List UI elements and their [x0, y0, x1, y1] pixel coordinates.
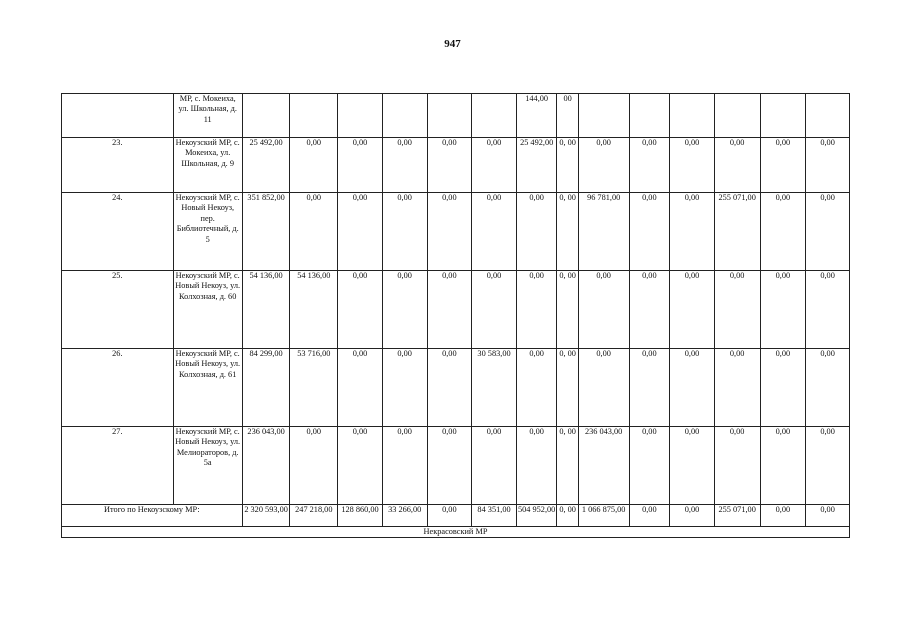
amount-cell	[629, 94, 670, 138]
amount-cell: 0,00	[338, 349, 383, 427]
amount-cell: 0,00	[382, 349, 427, 427]
total-amount-cell: 255 071,00	[714, 505, 760, 527]
amount-cell: 0,00	[806, 271, 850, 349]
amount-cell: 144,00	[516, 94, 557, 138]
amount-cell: 0,00	[382, 138, 427, 193]
amount-cell: 0,00	[338, 271, 383, 349]
total-amount-cell: 0,00	[806, 505, 850, 527]
table-row	[62, 193, 850, 271]
amount-cell: 0,00	[578, 271, 629, 349]
section-row	[62, 527, 850, 538]
amount-cell: 0,00	[670, 193, 715, 271]
total-amount-cell: 33 266,00	[382, 505, 427, 527]
amount-cell: 0,00	[760, 193, 806, 271]
amount-cell: 0,00	[382, 427, 427, 505]
amount-cell: 0,00	[670, 271, 715, 349]
total-amount-cell: 247 218,00	[290, 505, 338, 527]
amount-cell: 0, 00	[557, 193, 578, 271]
amount-cell: 0,00	[516, 271, 557, 349]
amount-cell: 0, 00	[557, 138, 578, 193]
amount-cell: 0,00	[290, 138, 338, 193]
amount-cell: 0,00	[629, 271, 670, 349]
amount-cell: 0,00	[629, 193, 670, 271]
row-number: 25.	[62, 271, 174, 349]
amount-cell: 00	[557, 94, 578, 138]
amount-cell: 0,00	[714, 271, 760, 349]
amount-cell: 236 043,00	[242, 427, 290, 505]
amount-cell: 25 492,00	[516, 138, 557, 193]
total-row	[62, 505, 850, 527]
amount-cell: 0,00	[714, 349, 760, 427]
row-number: 23.	[62, 138, 174, 193]
amount-cell: 0,00	[290, 193, 338, 271]
address-cell: Некоузский МР, с. Новый Некоуз, ул. Колхозная, д. 61	[173, 349, 242, 427]
total-amount-cell: 504 952,00	[516, 505, 557, 527]
amount-cell: 0,00	[472, 271, 517, 349]
amount-cell: 0,00	[578, 138, 629, 193]
amount-cell: 0,00	[516, 349, 557, 427]
amount-cell	[806, 94, 850, 138]
amount-cell: 236 043,00	[578, 427, 629, 505]
total-amount-cell: 128 860,00	[338, 505, 383, 527]
amount-cell: 54 136,00	[242, 271, 290, 349]
amount-cell	[290, 94, 338, 138]
amount-cell	[427, 94, 472, 138]
total-amount-cell: 1 066 875,00	[578, 505, 629, 527]
amount-cell: 0,00	[670, 138, 715, 193]
total-amount-cell: 2 320 593,00	[242, 505, 290, 527]
total-label: Итого по Некоузскому МР:	[62, 505, 243, 527]
section-title: Некрасовский МР	[62, 527, 850, 538]
amount-cell: 255 071,00	[714, 193, 760, 271]
amount-cell: 0,00	[714, 427, 760, 505]
table-row	[62, 427, 850, 505]
table-row	[62, 349, 850, 427]
amount-cell: 0, 00	[557, 271, 578, 349]
page-number: 947	[444, 38, 461, 50]
address-cell: Некоузский МР, с. Новый Некоуз, ул. Мелиораторов, д. 5а	[173, 427, 242, 505]
amount-cell	[714, 94, 760, 138]
amount-cell: 0,00	[427, 193, 472, 271]
table-row	[62, 138, 850, 193]
amount-cell: 0,00	[806, 349, 850, 427]
amount-cell: 0,00	[760, 349, 806, 427]
amount-cell	[760, 94, 806, 138]
address-cell: Некоузский МР, с. Новый Некоуз, пер. Библиотечный, д. 5	[173, 193, 242, 271]
amount-cell: 0,00	[806, 193, 850, 271]
total-amount-cell: 0,00	[427, 505, 472, 527]
amount-cell: 0,00	[670, 427, 715, 505]
row-number: 24.	[62, 193, 174, 271]
amount-cell: 0,00	[338, 138, 383, 193]
amount-cell: 0,00	[760, 427, 806, 505]
address-cell: Некоузский МР, с. Новый Некоуз, ул. Колхозная, д. 60	[173, 271, 242, 349]
amount-cell: 0,00	[516, 193, 557, 271]
amount-cell	[472, 94, 517, 138]
amount-cell: 0,00	[427, 349, 472, 427]
amount-cell: 0,00	[382, 271, 427, 349]
amount-cell: 0,00	[760, 271, 806, 349]
amount-cell: 30 583,00	[472, 349, 517, 427]
amount-cell: 0,00	[578, 349, 629, 427]
amount-cell: 0,00	[629, 138, 670, 193]
amount-cell: 0, 00	[557, 427, 578, 505]
table-row	[62, 271, 850, 349]
amount-cell: 96 781,00	[578, 193, 629, 271]
total-amount-cell: 0,00	[629, 505, 670, 527]
total-amount-cell: 0,00	[670, 505, 715, 527]
total-amount-cell: 0,00	[760, 505, 806, 527]
amount-cell: 0,00	[806, 138, 850, 193]
amount-cell	[670, 94, 715, 138]
amount-cell: 0,00	[629, 349, 670, 427]
amount-cell: 53 716,00	[290, 349, 338, 427]
amount-cell: 0,00	[338, 427, 383, 505]
row-number: 26.	[62, 349, 174, 427]
register-table	[61, 93, 850, 538]
amount-cell: 0,00	[472, 138, 517, 193]
amount-cell: 0,00	[382, 193, 427, 271]
table-row	[62, 94, 850, 138]
amount-cell: 54 136,00	[290, 271, 338, 349]
amount-cell: 0,00	[427, 271, 472, 349]
amount-cell: 0,00	[714, 138, 760, 193]
amount-cell: 0,00	[516, 427, 557, 505]
amount-cell: 0,00	[629, 427, 670, 505]
amount-cell: 0,00	[670, 349, 715, 427]
amount-cell: 0,00	[760, 138, 806, 193]
amount-cell: 0,00	[427, 427, 472, 505]
total-amount-cell: 84 351,00	[472, 505, 517, 527]
amount-cell	[338, 94, 383, 138]
address-cell: МР, с. Мокеиха, ул. Школьная, д. 11	[173, 94, 242, 138]
row-number	[62, 94, 174, 138]
total-amount-cell: 0, 00	[557, 505, 578, 527]
amount-cell: 0,00	[290, 427, 338, 505]
amount-cell: 0, 00	[557, 349, 578, 427]
amount-cell: 0,00	[338, 193, 383, 271]
row-number: 27.	[62, 427, 174, 505]
amount-cell: 25 492,00	[242, 138, 290, 193]
amount-cell: 351 852,00	[242, 193, 290, 271]
amount-cell	[242, 94, 290, 138]
address-cell: Некоузский МР, с. Мокеиха, ул. Школьная, д. 9	[173, 138, 242, 193]
amount-cell: 0,00	[806, 427, 850, 505]
amount-cell	[578, 94, 629, 138]
amount-cell: 0,00	[427, 138, 472, 193]
amount-cell: 0,00	[472, 427, 517, 505]
amount-cell	[382, 94, 427, 138]
amount-cell: 84 299,00	[242, 349, 290, 427]
amount-cell: 0,00	[472, 193, 517, 271]
